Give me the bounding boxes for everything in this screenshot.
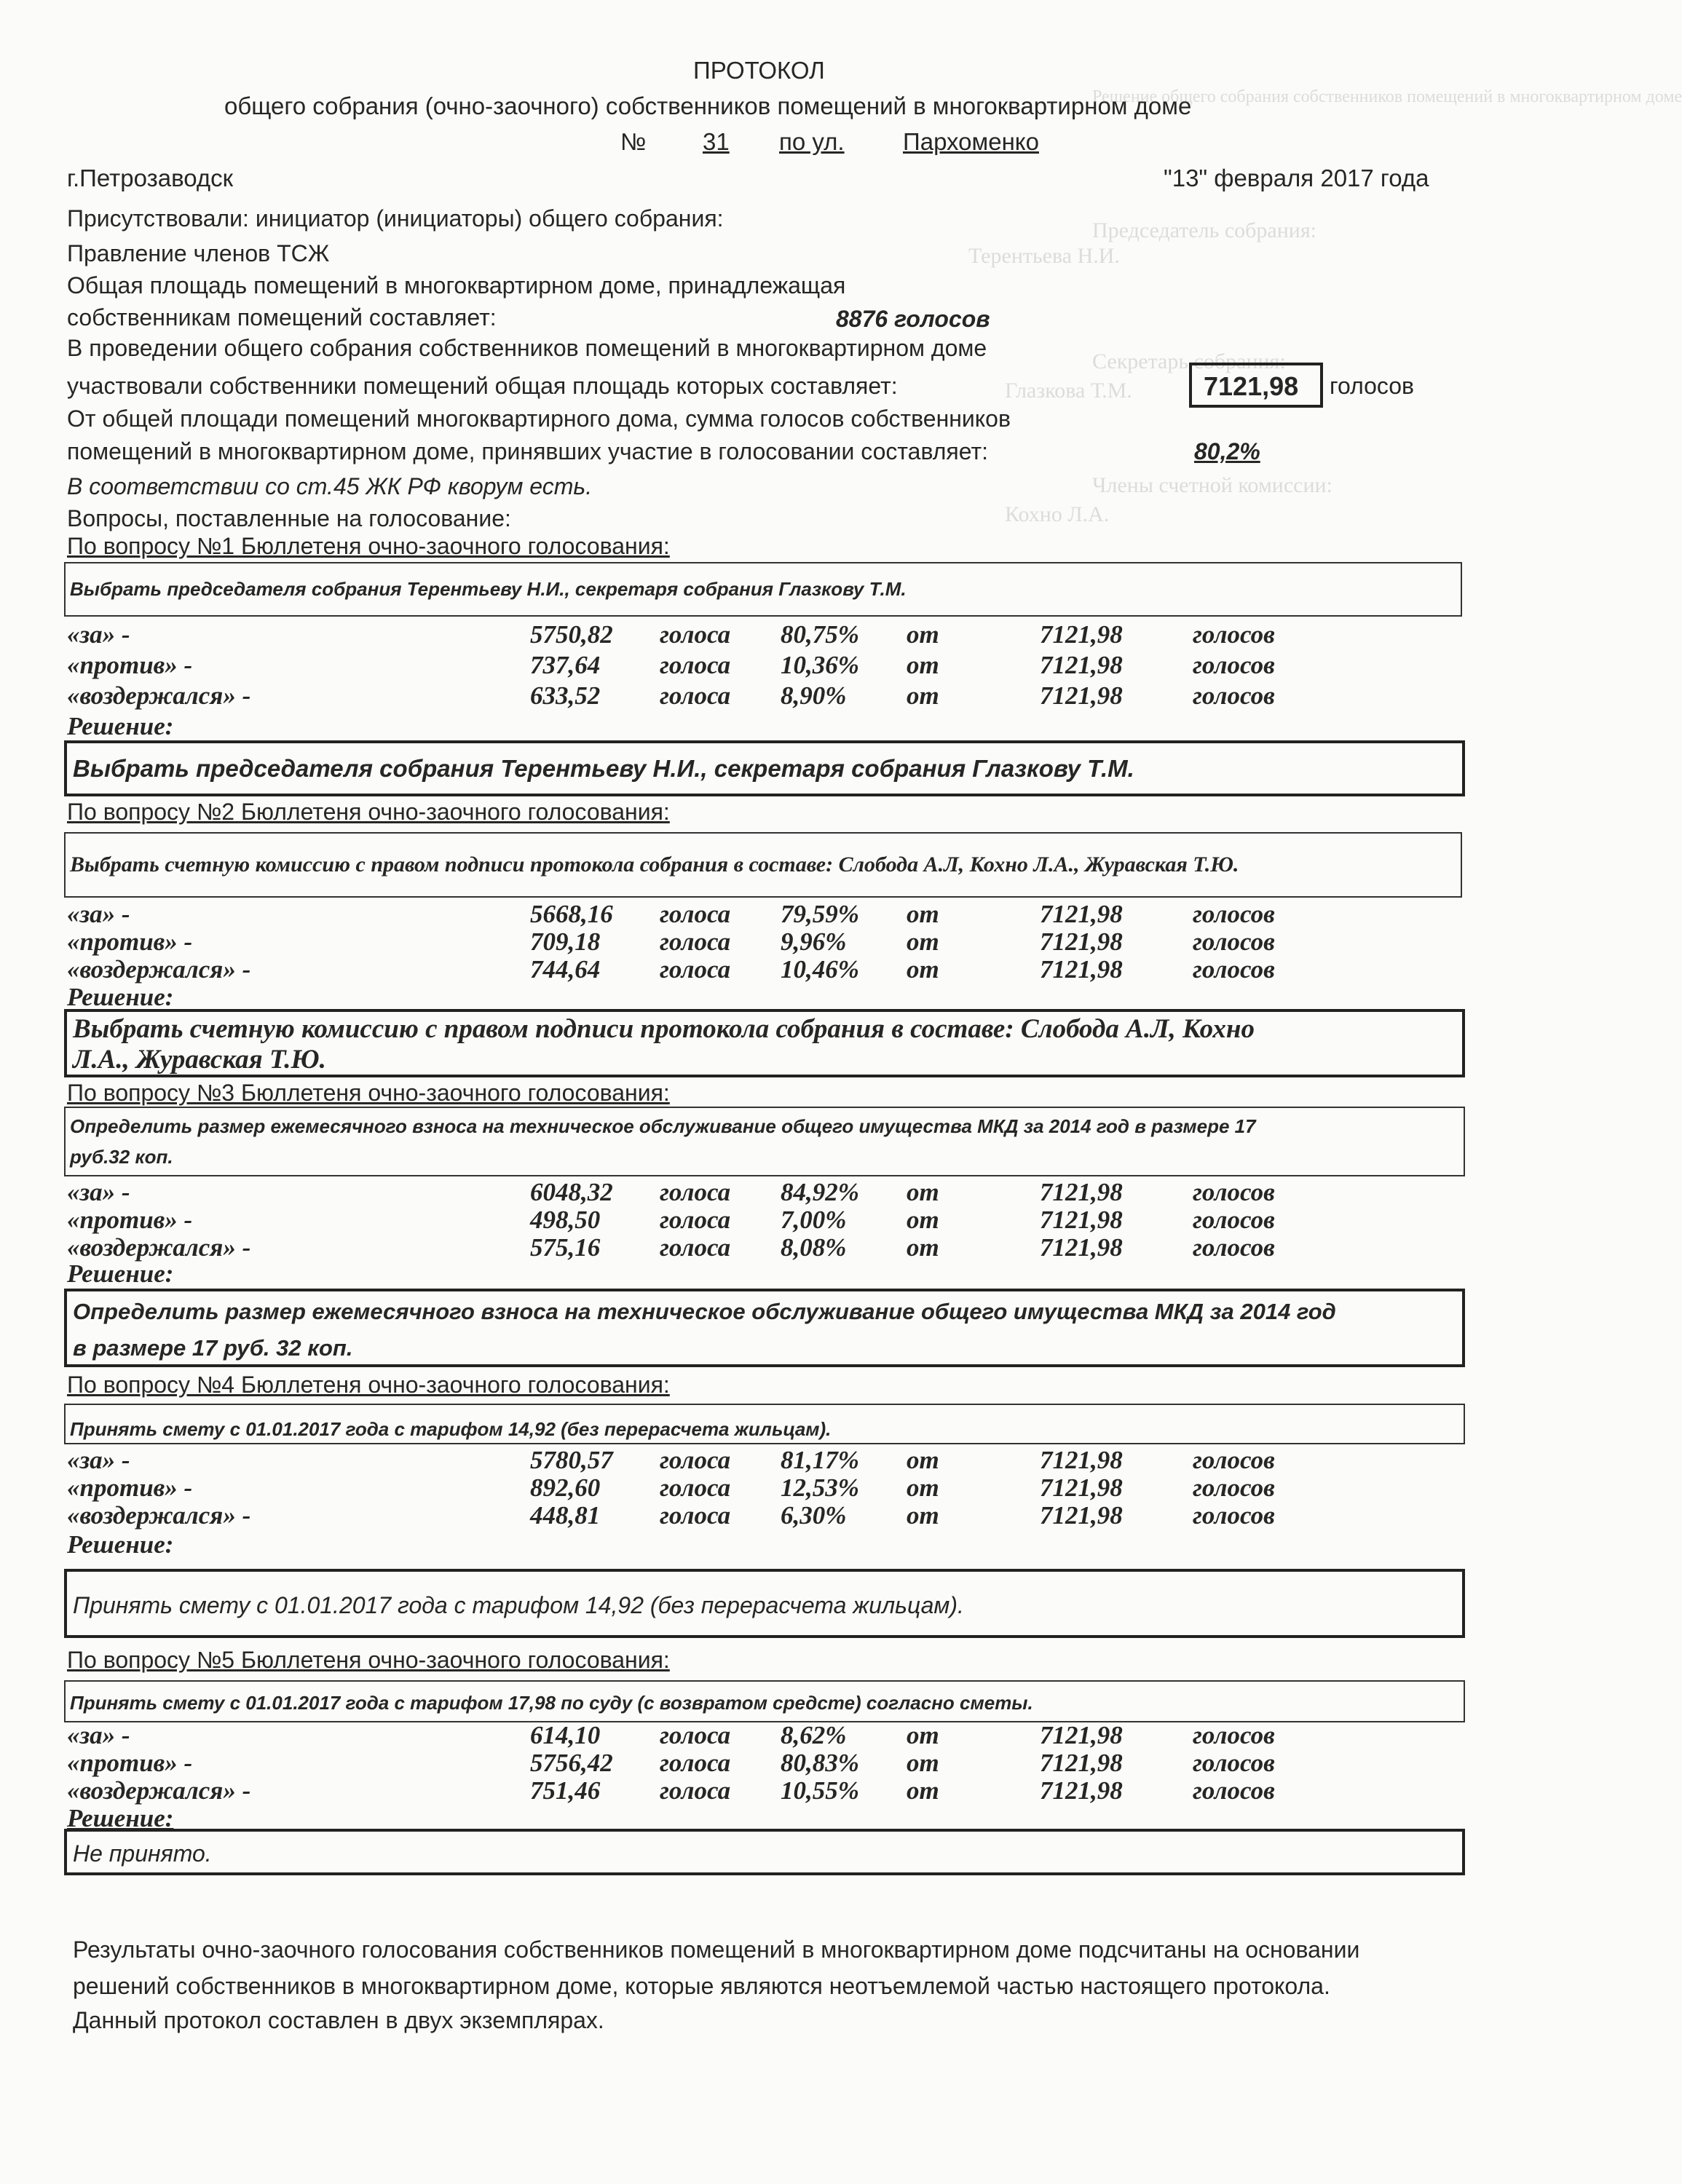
vote-total: 7121,98 <box>1040 1206 1123 1234</box>
vote-percent: 10,46% <box>781 955 859 984</box>
protocol-date: "13" февраля 2017 года <box>1164 165 1429 191</box>
vote-percent: 10,36% <box>781 651 859 679</box>
questions-line: Вопросы, поставленные на голосование: <box>67 505 511 531</box>
vote-total: 7121,98 <box>1040 681 1123 710</box>
question-heading: По вопросу №4 Бюллетеня очно-заочного голосования: <box>67 1372 670 1398</box>
vote-golosov: голосов <box>1193 1776 1275 1805</box>
vote-percent: 9,96% <box>781 927 847 956</box>
vote-total: 7121,98 <box>1040 1501 1123 1530</box>
vote-golosov: голосов <box>1193 681 1275 710</box>
vote-golosa: голоса <box>660 1749 731 1777</box>
vote-label: «против» - <box>67 927 193 956</box>
vote-label: «воздержался» - <box>67 1233 251 1262</box>
vote-ot: от <box>907 681 939 710</box>
vote-label: «за» - <box>67 620 130 649</box>
vote-ot: от <box>907 1501 939 1530</box>
vote-golosov: голосов <box>1193 1178 1275 1206</box>
vote-label: «за» - <box>67 1721 130 1749</box>
vote-total: 7121,98 <box>1040 1776 1123 1805</box>
number-sign: № <box>620 128 647 155</box>
decision-text: Не принято. <box>73 1840 212 1867</box>
vote-label: «воздержался» - <box>67 955 251 984</box>
vote-label: «за» - <box>67 900 130 928</box>
document-title: ПРОТОКОЛ <box>693 57 825 84</box>
decision-box <box>64 1829 1465 1875</box>
vote-value: 6048,32 <box>530 1178 613 1206</box>
vote-golosa: голоса <box>660 1206 731 1234</box>
vote-value: 614,10 <box>530 1721 601 1749</box>
vote-label: «против» - <box>67 651 193 679</box>
footer-line: Данный протокол составлен в двух экземплярах. <box>73 2007 604 2033</box>
vote-golosa: голоса <box>660 651 731 679</box>
decision-text: в размере 17 руб. 32 коп. <box>73 1335 353 1361</box>
footer-line: Результаты очно-заочного голосования собственников помещений в многоквартирном доме подсчитаны на основании <box>73 1936 1360 1963</box>
vote-label: «воздержался» - <box>67 681 251 710</box>
participants-line: участвовали собственники помещений общая площадь которых составляет: <box>67 373 898 399</box>
bleed-line: Терентьева Н.И. <box>968 244 1120 268</box>
vote-ot: от <box>907 1776 939 1805</box>
vote-golosa: голоса <box>660 1446 731 1474</box>
street-name: Пархоменко <box>903 128 1039 155</box>
vote-golosov: голосов <box>1193 1749 1275 1777</box>
vote-golosa: голоса <box>660 900 731 928</box>
protocol-number: 31 <box>703 128 730 155</box>
vote-ot: от <box>907 1446 939 1474</box>
vote-percent: 8,08% <box>781 1233 847 1262</box>
vote-total: 7121,98 <box>1040 1233 1123 1262</box>
vote-total: 7121,98 <box>1040 927 1123 956</box>
vote-ot: от <box>907 927 939 956</box>
vote-golosa: голоса <box>660 1501 731 1530</box>
vote-total: 7121,98 <box>1040 1749 1123 1777</box>
question-text-box <box>64 562 1462 617</box>
vote-golosov: голосов <box>1193 900 1275 928</box>
question-text: Выбрать счетную комиссию с правом подписи протокола собрания в составе: Слобода А.Л, Кохно Л.А., Журавская Т.Ю. <box>70 852 1239 877</box>
vote-value: 709,18 <box>530 927 601 956</box>
vote-value: 5756,42 <box>530 1749 613 1777</box>
bleed-line: Кохно Л.А. <box>1005 502 1110 526</box>
vote-total: 7121,98 <box>1040 900 1123 928</box>
vote-label: «за» - <box>67 1446 130 1474</box>
decision-label: Решение: <box>67 1259 174 1288</box>
vote-percent: 80,75% <box>781 620 859 649</box>
decision-box <box>64 1009 1465 1077</box>
area-value: 8876 голосов <box>836 306 990 332</box>
vote-ot: от <box>907 1749 939 1777</box>
vote-golosov: голосов <box>1193 1721 1275 1749</box>
document-subtitle: общего собрания (очно-заочного) собственников помещений в многоквартирном доме <box>224 92 1192 119</box>
bleed-line: Члены счетной комиссии: <box>1092 473 1332 497</box>
vote-value: 498,50 <box>530 1206 601 1234</box>
vote-ot: от <box>907 955 939 984</box>
vote-value: 5668,16 <box>530 900 613 928</box>
vote-total: 7121,98 <box>1040 955 1123 984</box>
vote-ot: от <box>907 1206 939 1234</box>
vote-golosa: голоса <box>660 1233 731 1262</box>
vote-golosa: голоса <box>660 1473 731 1502</box>
vote-value: 5750,82 <box>530 620 613 649</box>
vote-label: «воздержался» - <box>67 1501 251 1530</box>
vote-golosa: голоса <box>660 1721 731 1749</box>
vote-percent: 6,30% <box>781 1501 847 1530</box>
question-text-box <box>64 832 1462 898</box>
bleed-line: Решение общего собрания собственников помещений в многоквартирном доме <box>1092 87 1682 106</box>
question-text-box <box>64 1404 1465 1444</box>
area-line: Общая площадь помещений в многоквартирном доме, принадлежащая <box>67 272 846 298</box>
question-heading: По вопросу №3 Бюллетеня очно-заочного голосования: <box>67 1080 670 1106</box>
question-heading: По вопросу №1 Бюллетеня очно-заочного голосования: <box>67 533 670 559</box>
decision-box <box>64 1569 1465 1638</box>
present-line: Присутствовали: инициатор (инициаторы) общего собрания: <box>67 205 724 232</box>
question-text: Принять смету с 01.01.2017 года с тарифом 17,98 по суду (с возвратом средсте) согласно сметы. <box>70 1692 1033 1714</box>
vote-value: 751,46 <box>530 1776 601 1805</box>
question-heading: По вопросу №2 Бюллетеня очно-заочного голосования: <box>67 799 670 825</box>
question-text-box <box>64 1680 1465 1722</box>
vote-value: 633,52 <box>530 681 601 710</box>
vote-percent: 8,90% <box>781 681 847 710</box>
decision-label: Решение: <box>67 712 174 740</box>
vote-percent: 84,92% <box>781 1178 859 1206</box>
vote-golosa: голоса <box>660 620 731 649</box>
vote-total: 7121,98 <box>1040 1721 1123 1749</box>
question-text: руб.32 коп. <box>70 1146 173 1168</box>
vote-percent: 80,83% <box>781 1749 859 1777</box>
participants-value: 7121,98 <box>1204 371 1299 401</box>
vote-value: 575,16 <box>530 1233 601 1262</box>
vote-total: 7121,98 <box>1040 651 1123 679</box>
vote-total: 7121,98 <box>1040 1446 1123 1474</box>
vote-total: 7121,98 <box>1040 1473 1123 1502</box>
vote-ot: от <box>907 1721 939 1749</box>
decision-text: Определить размер ежемесячного взноса на техническое обслуживание общего имущества МКД за 2014 год <box>73 1299 1336 1324</box>
share-line: От общей площади помещений многоквартирного дома, сумма голосов собственников <box>67 405 1011 432</box>
participants-value-box <box>1189 363 1323 408</box>
vote-label: «против» - <box>67 1749 193 1777</box>
vote-golosa: голоса <box>660 927 731 956</box>
vote-value: 737,64 <box>530 651 601 679</box>
vote-ot: от <box>907 1178 939 1206</box>
vote-golosov: голосов <box>1193 1446 1275 1474</box>
decision-text: Выбрать счетную комиссию с правом подписи протокола собрания в составе: Слобода А.Л, Кохно <box>73 1014 1255 1044</box>
share-line: помещений в многоквартирном доме, принявших участие в голосовании составляет: <box>67 438 988 464</box>
vote-golosov: голосов <box>1193 955 1275 984</box>
vote-value: 892,60 <box>530 1473 601 1502</box>
vote-golosov: голосов <box>1193 1206 1275 1234</box>
question-text: Выбрать председателя собрания Терентьеву Н.И., секретаря собрания Глазкову Т.М. <box>70 578 907 600</box>
vote-ot: от <box>907 1473 939 1502</box>
vote-golosov: голосов <box>1193 1233 1275 1262</box>
vote-percent: 8,62% <box>781 1721 847 1749</box>
vote-golosa: голоса <box>660 1776 731 1805</box>
question-text-box <box>64 1107 1465 1176</box>
footer-line: решений собственников в многоквартирном доме, которые являются неотъемлемой частью настоящего протокола. <box>73 1973 1330 1999</box>
question-text: Определить размер ежемесячного взноса на техническое обслуживание общего имущества МКД за 2014 год в размере 17 <box>70 1115 1256 1137</box>
decision-text: Принять смету с 01.01.2017 года с тарифом 14,92 (без перерасчета жильцам). <box>73 1592 964 1618</box>
vote-percent: 79,59% <box>781 900 859 928</box>
vote-label: «за» - <box>67 1178 130 1206</box>
bleed-line: Председатель собрания: <box>1092 218 1316 242</box>
vote-golosov: голосов <box>1193 651 1275 679</box>
vote-percent: 7,00% <box>781 1206 847 1234</box>
street-prefix: по ул. <box>779 128 845 155</box>
vote-label: «воздержался» - <box>67 1776 251 1805</box>
decision-label: Решение: <box>67 1804 174 1832</box>
vote-ot: от <box>907 620 939 649</box>
vote-label: «против» - <box>67 1473 193 1502</box>
vote-value: 744,64 <box>530 955 601 984</box>
decision-label: Решение: <box>67 1530 174 1559</box>
vote-label: «против» - <box>67 1206 193 1234</box>
decision-box <box>64 1289 1465 1367</box>
vote-total: 7121,98 <box>1040 1178 1123 1206</box>
vote-ot: от <box>907 900 939 928</box>
participants-unit: голосов <box>1330 373 1415 399</box>
quorum-line: В соответствии со ст.45 ЖК РФ кворум есть. <box>67 473 593 499</box>
vote-value: 5780,57 <box>530 1446 613 1474</box>
city: г.Петрозаводск <box>67 165 234 191</box>
vote-percent: 81,17% <box>781 1446 859 1474</box>
vote-percent: 12,53% <box>781 1473 859 1502</box>
vote-golosa: голоса <box>660 1178 731 1206</box>
participants-line: В проведении общего собрания собственников помещений в многоквартирном доме <box>67 335 987 361</box>
decision-box <box>64 740 1465 796</box>
bleed-line: Глазкова Т.М. <box>1005 379 1132 403</box>
bleed-line: Секретарь собрания: <box>1092 349 1286 373</box>
vote-golosov: голосов <box>1193 927 1275 956</box>
vote-total: 7121,98 <box>1040 620 1123 649</box>
question-text: Принять смету с 01.01.2017 года с тарифом 14,92 (без перерасчета жильцам). <box>70 1418 832 1440</box>
question-heading: По вопросу №5 Бюллетеня очно-заочного голосования: <box>67 1647 670 1673</box>
area-line: собственникам помещений составляет: <box>67 304 497 331</box>
vote-golosa: голоса <box>660 681 731 710</box>
vote-golosa: голоса <box>660 955 731 984</box>
decision-label: Решение: <box>67 983 174 1011</box>
vote-value: 448,81 <box>530 1501 601 1530</box>
vote-golosov: голосов <box>1193 620 1275 649</box>
decision-text: Л.А., Журавская Т.Ю. <box>73 1045 326 1075</box>
vote-golosov: голосов <box>1193 1501 1275 1530</box>
share-value: 80,2% <box>1194 438 1260 464</box>
board-line: Правление членов ТСЖ <box>67 240 330 266</box>
decision-text: Выбрать председателя собрания Терентьеву Н.И., секретаря собрания Глазкову Т.М. <box>73 755 1134 782</box>
vote-ot: от <box>907 651 939 679</box>
vote-percent: 10,55% <box>781 1776 859 1805</box>
vote-ot: от <box>907 1233 939 1262</box>
vote-golosov: голосов <box>1193 1473 1275 1502</box>
